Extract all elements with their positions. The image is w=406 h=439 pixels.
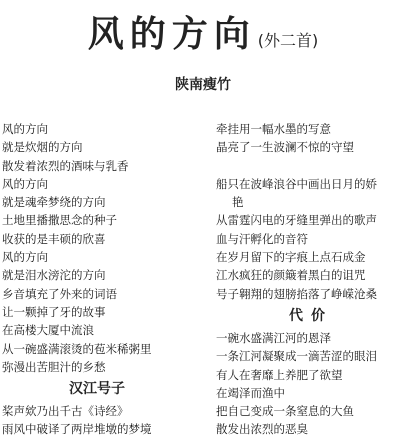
- poem-line: 收获的是丰硕的欣喜: [2, 231, 106, 246]
- poem-line: 船只在波峰浪谷中画出日月的娇: [216, 176, 377, 191]
- poem-line: 江水疯狂的颜簸着黑白的诅咒: [216, 268, 366, 283]
- poem-line: 把自己变成一条窒息的大鱼: [216, 404, 354, 419]
- poem-line: 从雷霆闪电的牙缝里弹出的歌声: [216, 213, 377, 228]
- poem-line: 在竭泽而渔中: [216, 385, 285, 400]
- poem-wind-direction: [2, 120, 202, 376]
- poem-price: [216, 303, 406, 439]
- page-title: 风的方向: [87, 14, 256, 55]
- left-column: [2, 120, 202, 439]
- poem-line: 桨声欸乃出千古《诗经》: [2, 404, 129, 419]
- poem-hanjiang-chant: [2, 376, 202, 439]
- poem-line: 血与汗孵化的音符: [216, 231, 308, 246]
- poem-line: 弥漫出苦胆汁的乡愁: [2, 359, 106, 374]
- poem-line: 从一碗盛满滚烫的苞米稀粥里: [2, 341, 152, 356]
- poem-line: 风的方向: [2, 176, 48, 191]
- poem-line: 一条江河凝聚成一滴苦涩的眼泪: [216, 349, 377, 364]
- author-name: 陕南瘦竹: [175, 77, 231, 93]
- poem-line: 在高楼大厦中流浪: [2, 323, 94, 338]
- poem-line: 在岁月留下的字痕上点石成金: [216, 250, 366, 265]
- poem-line: 土地里播撒思念的种子: [2, 213, 117, 228]
- poem-line: 就是魂牵梦绕的方向: [2, 195, 106, 210]
- poem-line: 牵挂用一幅水墨的写意: [216, 122, 331, 136]
- poem-line-continuation: 艳: [232, 195, 244, 210]
- poem-line: 风的方向: [2, 122, 48, 136]
- poem-line: 就是炊烟的方向: [2, 140, 83, 155]
- poem-line: 雨风中破译了两岸堆墩的梦境: [2, 422, 152, 437]
- poem-line: 散发着浓烈的酒味与乳香: [2, 158, 129, 173]
- poem-line: 一碗水盛满江河的恩泽: [216, 330, 331, 345]
- section-title-price: 代价: [289, 307, 333, 324]
- poem-line: 让一颗掉了牙的故事: [2, 304, 106, 319]
- poem-line: 散发出浓烈的恶臭: [216, 422, 308, 437]
- section-title-hanjiang: 汉江号子: [69, 381, 125, 398]
- stanza-break: [216, 157, 406, 175]
- poem-line: 号子翱翔的翅膀掐落了峥嵘沧桑: [216, 286, 377, 301]
- title-block: [0, 6, 406, 57]
- poem-line: 晶亮了一生波澜不惊的守望: [216, 140, 354, 155]
- poem-line: 有人在奢靡上养肥了欲望: [216, 367, 343, 382]
- right-column: [216, 120, 406, 439]
- poem-line: 乡音填充了外来的词语: [2, 286, 117, 301]
- poem-hanjiang-continued: [216, 120, 406, 303]
- title-suffix: (外二首): [257, 31, 319, 50]
- poem-line: 就是泪水滂沱的方向: [2, 268, 106, 283]
- poem-line: 风的方向: [2, 250, 48, 265]
- page-header: [0, 0, 406, 100]
